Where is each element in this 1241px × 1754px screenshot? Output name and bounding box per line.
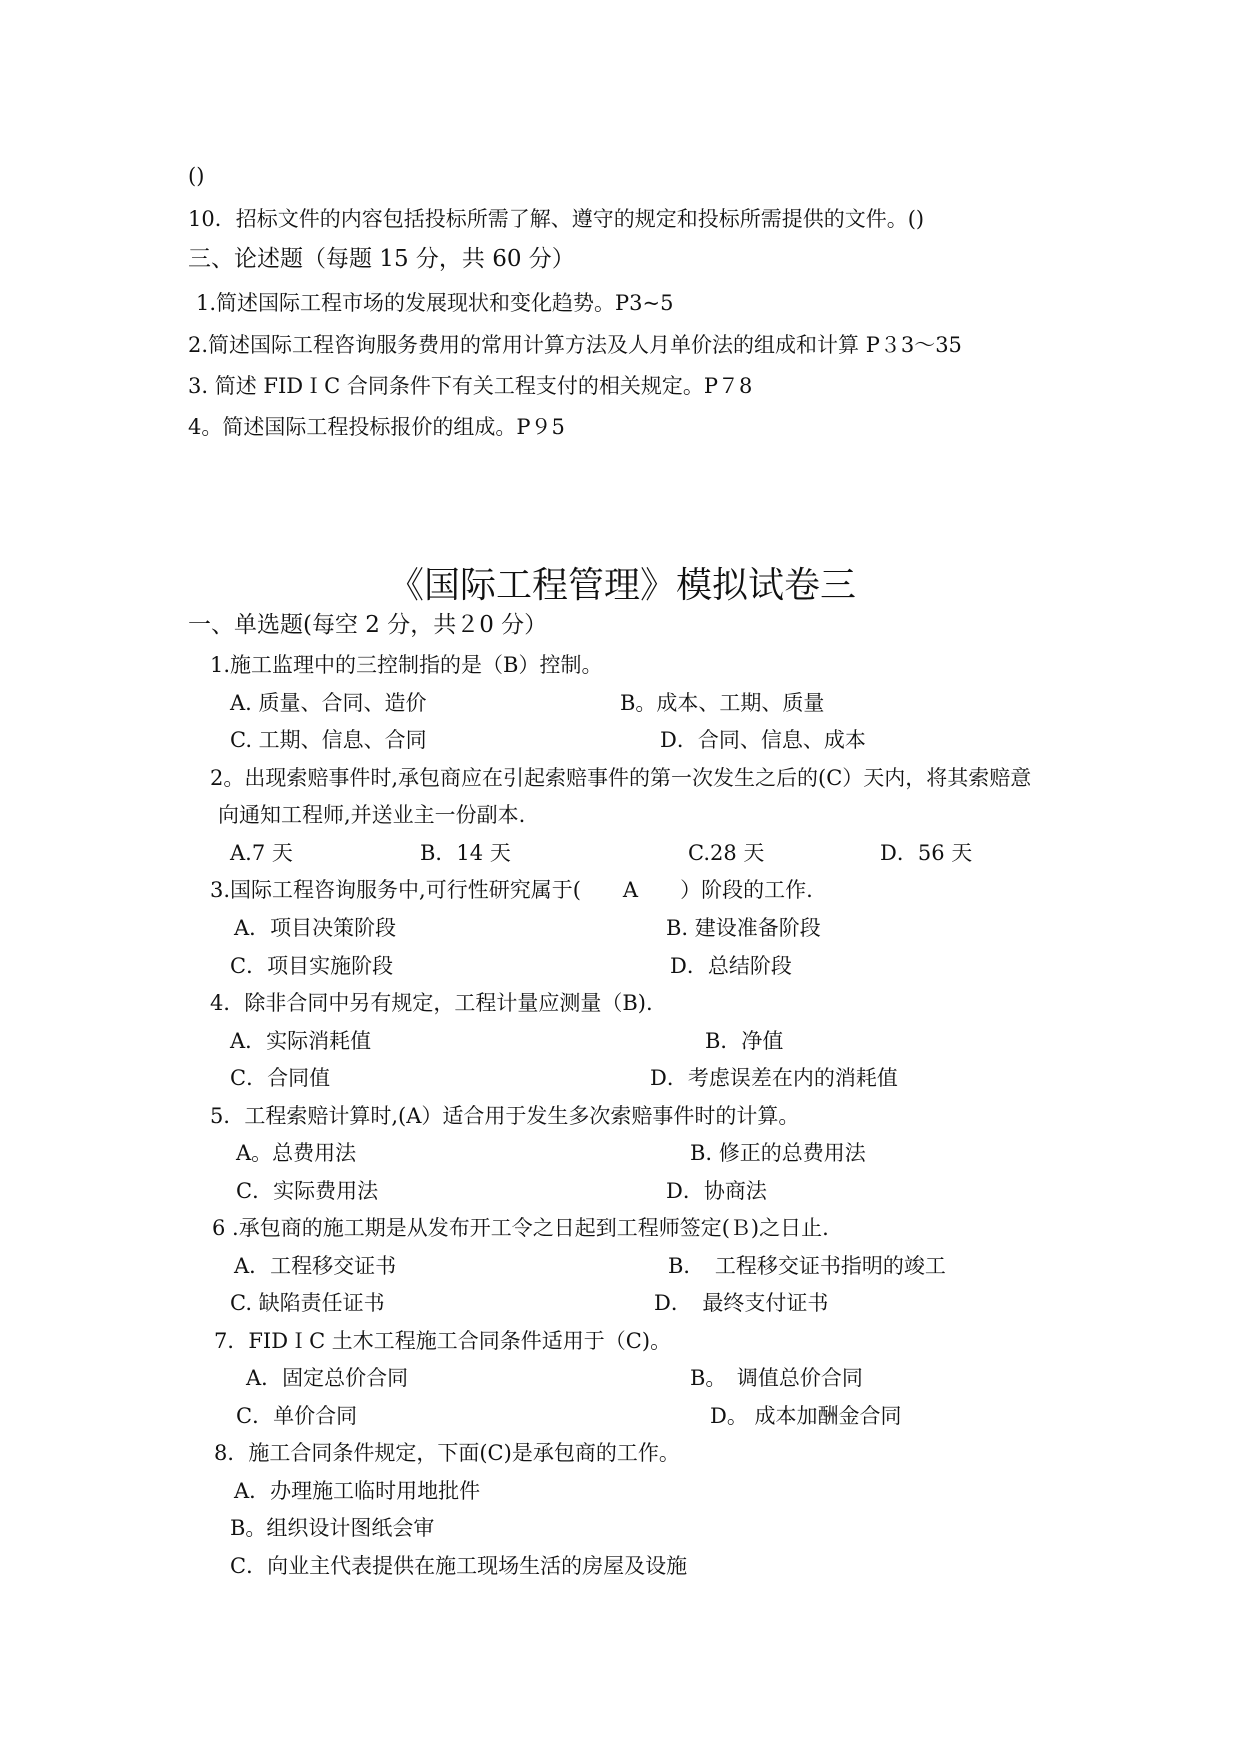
option-a: A. 质量、合同、造价 xyxy=(230,691,427,715)
option-d: D．总结阶段 xyxy=(670,954,792,978)
option-b: B. 建设准备阶段 xyxy=(666,916,821,940)
question-stem: 5．工程索赔计算时,(A）适合用于发生多次索赔事件时的计算。 xyxy=(210,1104,800,1128)
option-b: B．净值 xyxy=(705,1029,784,1053)
continuation-mark: () xyxy=(188,164,205,188)
option-c: C．单价合同 xyxy=(236,1404,358,1428)
essay-question-3: 3. 简述 FIDＩC 合同条件下有关工程支付的相关规定。P７8 xyxy=(188,374,753,398)
question-stem: 7．FIDＩC 土木工程施工合同条件适用于（C)。 xyxy=(214,1329,672,1353)
option-d: D．56 天 xyxy=(880,841,973,865)
option-a: A．项目决策阶段 xyxy=(234,916,397,940)
option-c: C．项目实施阶段 xyxy=(230,954,394,978)
option-d: D．合同、信息、成本 xyxy=(660,728,866,752)
option-d: D． 最终支付证书 xyxy=(654,1291,829,1315)
option-a: A．办理施工临时用地批件 xyxy=(234,1479,481,1503)
question-stem-continued: 向通知工程师,并送业主一份副本. xyxy=(218,803,526,827)
option-a: A．实际消耗值 xyxy=(230,1029,372,1053)
exam-title: 《国际工程管理》模拟试卷三 xyxy=(388,565,857,606)
option-b: B. 修正的总费用法 xyxy=(690,1141,866,1165)
option-b: B。成本、工期、质量 xyxy=(620,691,825,715)
question-stem: 6 .承包商的施工期是从发布开工令之日起到工程师签定(Ｂ)之日止. xyxy=(212,1216,829,1240)
option-c: C．向业主代表提供在施工现场生活的房屋及设施 xyxy=(230,1554,688,1578)
essay-question-4: 4。简述国际工程投标报价的组成。P９5 xyxy=(188,415,565,439)
question-10: 10．招标文件的内容包括投标所需了解、遵守的规定和投标所需提供的文件。() xyxy=(188,207,925,231)
option-c: C.28 天 xyxy=(688,841,765,865)
question-stem: 4．除非合同中另有规定，工程计量应测量（B). xyxy=(210,991,653,1015)
option-b: B。组织设计图纸会审 xyxy=(230,1516,435,1540)
option-d: D．协商法 xyxy=(666,1179,767,1203)
option-a: A．固定总价合同 xyxy=(246,1366,409,1390)
option-c: C. 缺陷责任证书 xyxy=(230,1291,385,1315)
option-a: A．工程移交证书 xyxy=(234,1254,397,1278)
question-stem: 8．施工合同条件规定，下面(C)是承包商的工作。 xyxy=(214,1441,680,1465)
option-c: C. 工期、信息、合同 xyxy=(230,728,427,752)
option-b: B。 调值总价合同 xyxy=(690,1366,863,1390)
question-stem: 2。出现索赔事件时,承包商应在引起索赔事件的第一次发生之后的(C）天内，将其索赔意 xyxy=(210,766,1032,790)
section-3-heading: 三、论述题（每题 15 分，共 60 分） xyxy=(188,246,575,272)
section-1-heading: 一、单选题(每空 2 分，共２0 分） xyxy=(188,612,548,638)
option-d: D。 成本加酬金合同 xyxy=(710,1404,902,1428)
option-b: B． 工程移交证书指明的竣工 xyxy=(668,1254,946,1278)
option-a: A。总费用法 xyxy=(236,1141,357,1165)
question-stem: 3.国际工程咨询服务中,可行性研究属于( A ）阶段的工作. xyxy=(210,878,813,902)
option-c: C．实际费用法 xyxy=(236,1179,379,1203)
essay-question-2: 2.简述国际工程咨询服务费用的常用计算方法及人月单价法的组成和计算 P３3～35 xyxy=(188,333,962,357)
option-a: A.7 天 xyxy=(230,841,293,865)
option-c: C．合同值 xyxy=(230,1066,331,1090)
question-stem: 1.施工监理中的三控制指的是（B）控制。 xyxy=(210,653,603,677)
option-b: B．14 天 xyxy=(420,841,511,865)
essay-question-1: 1.简述国际工程市场的发展现状和变化趋势。P3~5 xyxy=(196,291,674,315)
option-d: D．考虑误差在内的消耗值 xyxy=(650,1066,898,1090)
